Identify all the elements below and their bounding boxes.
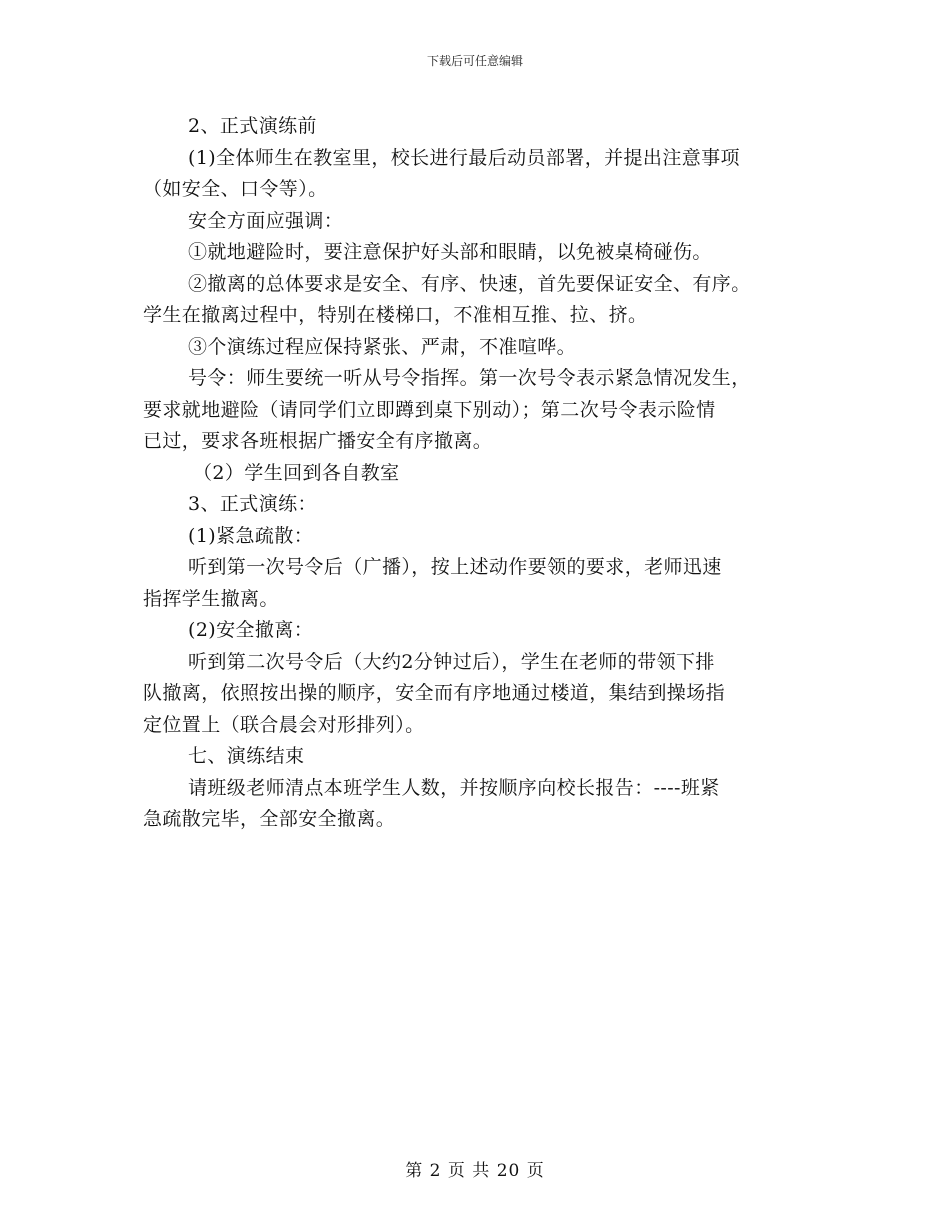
text-line: 指挥学生撤离。 — [143, 587, 279, 610]
text-line: (1)全体师生在教室里，校长进行最后动员部署，并提出注意事项 — [188, 146, 740, 169]
text-line: 队撤离，依照按出操的顺序，安全而有序地通过楼道，集结到操场指 — [143, 682, 726, 704]
text-line: 3、正式演练： — [188, 493, 317, 515]
text-line: 学生在撤离过程中，特别在楼梯口，不准相互推、拉、挤。 — [143, 304, 648, 326]
text-line: 听到第一次号令后（广播），按上述动作要领的要求，老师迅速 — [188, 556, 722, 578]
text-line: （如安全、口令等）。 — [143, 178, 328, 200]
page-number-footer: 第 2 页 共 20 页 — [405, 1161, 545, 1181]
text-line: ②撤离的总体要求是安全、有序、快速，首先要保证安全、有序。 — [188, 272, 751, 295]
text-line: 听到第二次号令后（大约2分钟过后），学生在老师的带领下排 — [188, 650, 715, 673]
text-line: (1)紧急疏散： — [188, 524, 314, 547]
text-line: 安全方面应强调： — [188, 209, 344, 232]
text-line: 七、演练结束 — [188, 745, 305, 767]
text-line: 定位置上（联合晨会对形排列）。 — [143, 713, 425, 736]
text-line: 号令：师生要统一听从号令指挥。第一次号令表示紧急情况发生， — [188, 367, 751, 389]
document-body — [143, 111, 823, 836]
text-line: （2）学生回到各自教室 — [193, 461, 400, 484]
text-line: 2、正式演练前 — [188, 115, 317, 137]
text-line: 急疏散完毕，全部安全撤离。 — [143, 808, 396, 830]
text-line: ①就地避险时，要注意保护好头部和眼睛，以免被桌椅碰伤。 — [188, 241, 712, 263]
text-line: 已过，要求各班根据广播安全有序撤离。 — [143, 430, 493, 452]
text-line: 要求就地避险（请同学们立即蹲到桌下别动）；第二次号令表示险情 — [143, 398, 716, 421]
text-line: ③个演练过程应保持紧张、严肃，不准喧哗。 — [188, 335, 577, 358]
header-note: 下载后可任意编辑 — [426, 54, 523, 68]
text-line: (2)安全撤离： — [188, 619, 314, 641]
text-line: 请班级老师清点本班学生人数，并按顺序向校长报告：----班紧 — [188, 776, 720, 799]
